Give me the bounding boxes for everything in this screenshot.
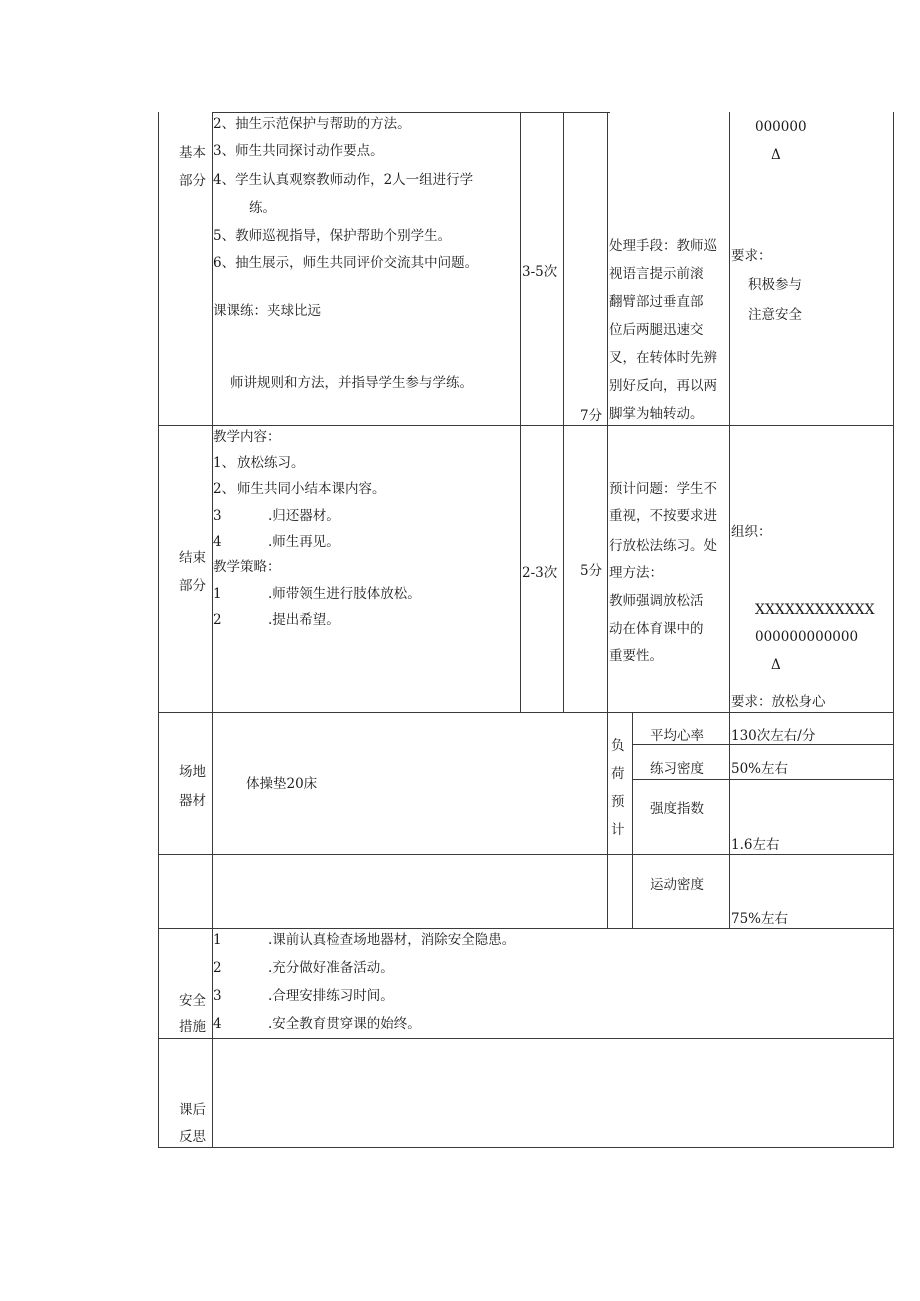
load-value-divider bbox=[729, 712, 730, 929]
left-border bbox=[158, 112, 159, 1148]
safety-item-num: 3 bbox=[213, 988, 222, 1004]
basic-org-requirement: 积极参与 bbox=[748, 277, 802, 293]
safety-item-text: .合理安排练习时间。 bbox=[268, 988, 394, 1004]
load-exercise-density-value: 75%左右 bbox=[731, 911, 789, 927]
reflection-label-2: 反思 bbox=[179, 1129, 206, 1145]
load-label-char: 荷 bbox=[611, 766, 625, 782]
basic-strategy-line: 脚掌为轴转动。 bbox=[609, 406, 704, 422]
basic-org-formation: 000000 bbox=[755, 119, 807, 135]
ending-problem-line: 动在体育课中的 bbox=[609, 621, 704, 637]
safety-item-text: .课前认真检查场地器材，消除安全隐患。 bbox=[268, 932, 516, 948]
load-exercise-density-label: 运动密度 bbox=[650, 877, 704, 893]
basic-content-line: 练。 bbox=[249, 200, 276, 216]
load-label-char: 预 bbox=[611, 794, 625, 810]
basic-content-line: 6、抽生展示，师生共同评价交流其中问题。 bbox=[213, 255, 479, 271]
basic-content-line: 2、抽生示范保护与帮助的方法。 bbox=[213, 116, 411, 132]
ending-content-title: 教学内容： bbox=[213, 429, 281, 445]
basic-strategy-line: 视语言提示前滚 bbox=[609, 266, 704, 282]
ending-strategy-num: 2 bbox=[213, 612, 222, 628]
reflection-label-1: 课后 bbox=[179, 1102, 206, 1118]
ending-problem-line: 重要性。 bbox=[609, 648, 663, 664]
row-divider-venue-blank bbox=[158, 854, 893, 855]
load-label-char: 计 bbox=[611, 822, 625, 838]
ending-count: 2-3次 bbox=[522, 565, 558, 581]
basic-exercise-title: 课课练：夹球比远 bbox=[213, 303, 321, 319]
load-row-divider-2 bbox=[632, 779, 893, 780]
basic-label-2: 部分 bbox=[179, 173, 206, 189]
load-practice-density-label: 练习密度 bbox=[650, 761, 704, 777]
load-heart-rate-label: 平均心率 bbox=[650, 728, 704, 744]
strategy-column-divider bbox=[607, 112, 608, 713]
ending-org-formation: 000000000000 bbox=[755, 629, 859, 645]
ending-strategy-text: .师带领生进行肢体放松。 bbox=[268, 586, 421, 602]
org-column-divider bbox=[729, 112, 730, 713]
safety-item-text: .安全教育贯穿课的始终。 bbox=[268, 1016, 421, 1032]
venue-label-1: 场地 bbox=[179, 764, 206, 780]
load-practice-density-value: 50%左右 bbox=[731, 761, 789, 777]
basic-content-line: 5、教师巡视指导，保护帮助个别学生。 bbox=[213, 228, 452, 244]
basic-strategy-line: 翻臂部过垂直部 bbox=[609, 294, 704, 310]
right-border bbox=[893, 112, 894, 1148]
ending-org-formation: XXXXXXXXXXXX bbox=[755, 602, 875, 618]
row-divider-safety-reflection bbox=[158, 1038, 893, 1039]
ending-content-num: 1、 bbox=[213, 455, 236, 471]
ending-strategy-num: 1 bbox=[213, 586, 222, 602]
ending-content-text: .归还器材。 bbox=[268, 508, 340, 524]
safety-item-num: 2 bbox=[213, 960, 222, 976]
safety-item-text: .充分做好准备活动。 bbox=[268, 960, 394, 976]
ending-problem-line: 理方法： bbox=[609, 565, 663, 581]
ending-content-text: 放松练习。 bbox=[237, 455, 305, 471]
ending-problem-line: 教师强调放松活 bbox=[609, 593, 704, 609]
ending-time: 5分 bbox=[580, 563, 603, 579]
basic-count: 3-5次 bbox=[522, 264, 558, 280]
ending-content-text: 师生共同小结本课内容。 bbox=[237, 481, 386, 497]
ending-strategy-text: .提出希望。 bbox=[268, 612, 340, 628]
basic-time: 7分 bbox=[580, 408, 603, 424]
basic-exercise-desc: 师讲规则和方法，并指导学生参与学练。 bbox=[230, 375, 473, 391]
load-label-left-divider bbox=[607, 712, 608, 929]
ending-problem-line: 预计问题：学生不 bbox=[609, 481, 717, 497]
row-divider-blank-safety bbox=[158, 928, 893, 929]
safety-item-num: 4 bbox=[213, 1016, 222, 1032]
load-heart-rate-value: 130次左右/分 bbox=[731, 728, 816, 744]
basic-org-teacher-mark: Δ bbox=[771, 147, 781, 163]
ending-label-1: 结束 bbox=[179, 550, 206, 566]
basic-strategy-line: 位后两腿迅速交 bbox=[609, 322, 704, 338]
basic-content-line: 3、师生共同探讨动作要点。 bbox=[213, 143, 384, 159]
top-border-partial bbox=[212, 112, 610, 113]
safety-label-1: 安全 bbox=[179, 993, 206, 1009]
basic-strategy-line: 别好反向，再以两 bbox=[609, 378, 717, 394]
load-label-right-divider bbox=[632, 712, 633, 929]
basic-content-line: 4、学生认真观察教师动作，2人一组进行学 bbox=[213, 172, 474, 188]
safety-label-2: 措施 bbox=[179, 1019, 206, 1035]
ending-org-requirement: 要求：放松身心 bbox=[731, 694, 826, 710]
count-column-divider bbox=[520, 112, 521, 713]
row-divider-basic-ending bbox=[158, 425, 893, 426]
load-intensity-label: 强度指数 bbox=[650, 801, 704, 817]
ending-problem-line: 行放松法练习。处 bbox=[609, 538, 717, 554]
ending-strategy-title: 教学策略： bbox=[213, 559, 281, 575]
basic-label-1: 基本 bbox=[179, 145, 206, 161]
venue-label-2: 器材 bbox=[179, 793, 206, 809]
basic-strategy-line: 叉，在转体时先辨 bbox=[609, 350, 717, 366]
ending-org-title: 组织： bbox=[731, 524, 772, 540]
ending-org-teacher-mark: Δ bbox=[771, 657, 781, 673]
time-column-divider bbox=[563, 112, 564, 713]
venue-equipment: 体操垫20床 bbox=[246, 776, 318, 792]
basic-strategy-line: 处理手段：教师巡 bbox=[609, 238, 717, 254]
ending-content-num: 4 bbox=[213, 534, 222, 550]
ending-content-num: 2、 bbox=[213, 481, 236, 497]
row-divider-ending-venue bbox=[158, 712, 893, 713]
ending-content-text: .师生再见。 bbox=[268, 534, 340, 550]
ending-problem-line: 重视，不按要求进 bbox=[609, 508, 717, 524]
basic-org-requirement: 要求： bbox=[731, 248, 772, 264]
load-intensity-value: 1.6左右 bbox=[731, 837, 780, 853]
safety-item-num: 1 bbox=[213, 932, 222, 948]
load-label-char: 负 bbox=[611, 738, 625, 754]
ending-label-2: 部分 bbox=[179, 578, 206, 594]
bottom-border bbox=[158, 1147, 893, 1148]
basic-org-requirement: 注意安全 bbox=[748, 307, 802, 323]
ending-content-num: 3 bbox=[213, 508, 222, 524]
